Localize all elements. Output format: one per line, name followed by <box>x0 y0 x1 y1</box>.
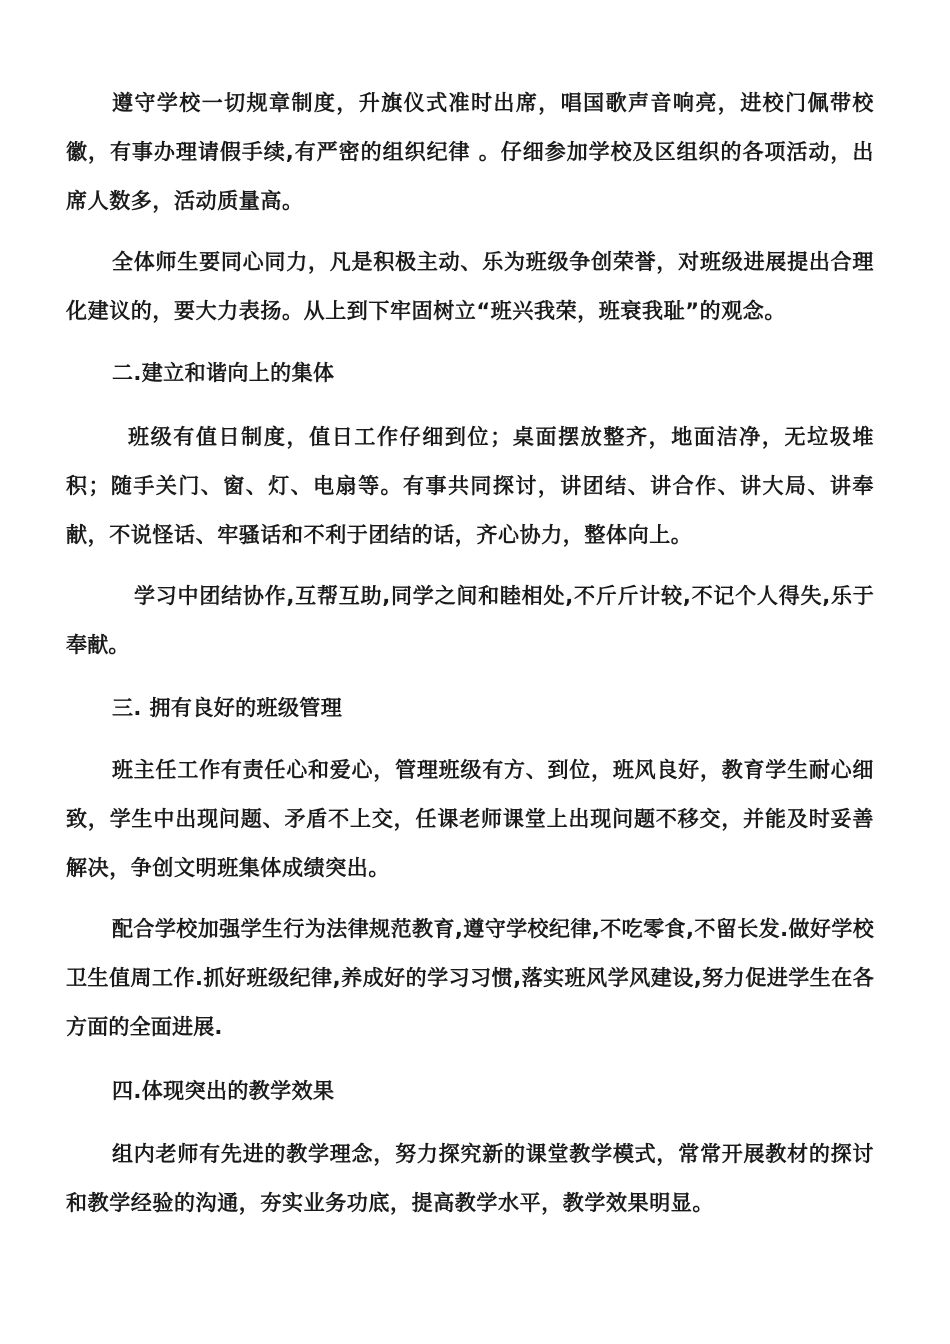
paragraph-discipline: 配合学校加强学生行为法律规范教育,遵守学校纪律,不吃零食,不留长发.做好学校卫生值周工作.抓好班级纪律,养成好的学习习惯,落实班风学风建设,努力促进学生在各方面的全面进展. <box>66 917 874 1039</box>
paragraph-class-teacher: 班主任工作有责任心和爱心，管理班级有方、到位，班风良好，教育学生耐心细致，学生中出现问题、矛盾不上交，任课老师课堂上出现问题不移交，并能及时妥善解决，争创文明班集体成绩突出。 <box>66 758 874 880</box>
paragraph-unity: 全体师生要同心同力，凡是积极主动、乐为班级争创荣誉，对班级进展提出合理化建议的，要大力表扬。从上到下牢固树立“班兴我荣，班衰我耻”的观念。 <box>66 250 874 323</box>
paragraph-cooperation: 学习中团结协作,互帮互助,同学之间和睦相处,不斤斤计较,不记个人得失,乐于奉献。 <box>66 584 874 657</box>
paragraph-rules: 遵守学校一切规章制度，升旗仪式准时出席，唱国歌声音响亮，进校门佩带校徽，有事办理请假手续,有严密的组织纪律 。仔细参加学校及区组织的各项活动，出席人数多，活动质量高。 <box>66 91 874 213</box>
section-heading-3: 三. 拥有良好的班级管理 <box>112 696 343 720</box>
section-heading-2: 二.建立和谐向上的集体 <box>112 361 335 385</box>
section-heading-4: 四.体现突出的教学效果 <box>112 1079 335 1103</box>
paragraph-duty-system: 班级有值日制度，值日工作仔细到位；桌面摆放整齐，地面洁净，无垃圾堆积；随手关门、窗、灯、电扇等。有事共同探讨，讲团结、讲合作、讲大局、讲奉献，不说怪话、牢骚话和不利于团结的话，齐心协力，整体向上。 <box>66 425 874 547</box>
paragraph-teaching: 组内老师有先进的教学理念，努力探究新的课堂教学模式，常常开展教材的探讨和教学经验的沟通，夯实业务功底，提高教学水平，教学效果明显。 <box>66 1142 874 1215</box>
